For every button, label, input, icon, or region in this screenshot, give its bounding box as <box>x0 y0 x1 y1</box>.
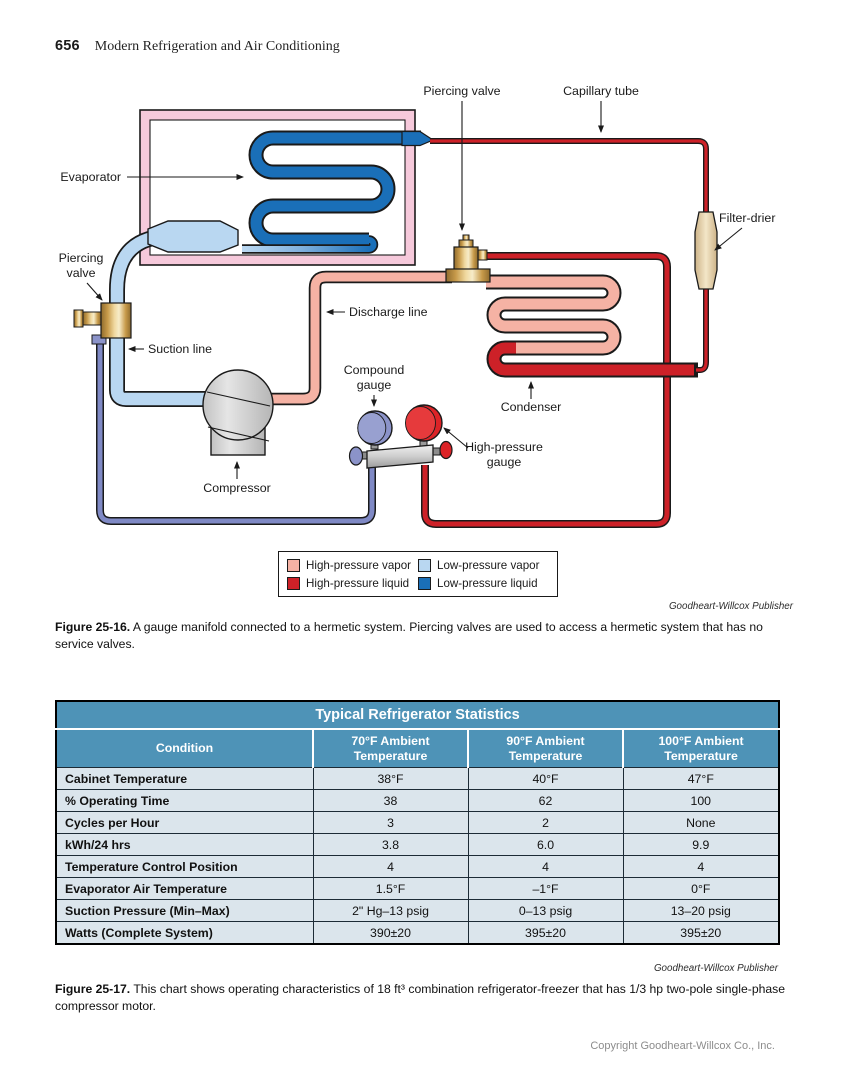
figure-25-16-credit: Goodheart-Willcox Publisher <box>668 601 793 612</box>
value-cell: 4 <box>623 856 779 878</box>
condition-cell: kWh/24 hrs <box>56 834 313 856</box>
figure-caption-text: This chart shows operating characteristics of 18 ft³ combination refrigerator-freezer that has 1/3 hp two-pole single-phase compressor motor. <box>55 982 786 1014</box>
manifold-knob-right <box>440 442 452 459</box>
accumulator <box>148 221 238 252</box>
value-cell: 40°F <box>468 768 623 790</box>
evaporator-outlet-taper <box>402 132 433 146</box>
table-title: Typical Refrigerator Statistics <box>56 701 779 729</box>
legend-label: Low-pressure vapor <box>437 558 540 572</box>
figure-25-17-credit: Goodheart-Willcox Publisher <box>653 963 778 974</box>
compressor-body <box>203 370 273 455</box>
column-header-condition: Condition <box>56 729 313 768</box>
condition-cell: Watts (Complete System) <box>56 922 313 945</box>
label-discharge-line: Discharge line <box>349 305 428 319</box>
label-capillary-tube: Capillary tube <box>563 84 639 98</box>
condition-cell: Evaporator Air Temperature <box>56 878 313 900</box>
legend-item <box>418 559 549 572</box>
filter-drier-pod <box>695 212 717 289</box>
table-header-row <box>56 729 779 768</box>
value-cell: 4 <box>468 856 623 878</box>
column-header-90f: 90°F Ambient Temperature <box>468 729 623 768</box>
figure-label: Figure 25-16. <box>55 620 131 634</box>
label-compound-gauge-1: Compound <box>343 363 405 377</box>
label-filter-drier: Filter-drier <box>719 211 776 225</box>
value-cell: 2 <box>468 812 623 834</box>
legend-label: High-pressure liquid <box>306 576 410 590</box>
condition-cell: Cycles per Hour <box>56 812 313 834</box>
value-cell: 3 <box>313 812 468 834</box>
value-cell: 47°F <box>623 768 779 790</box>
diagram-legend <box>278 551 558 597</box>
table-row <box>56 922 779 945</box>
label-piercing-valve-left-2: valve <box>66 266 96 280</box>
value-cell: 395±20 <box>468 922 623 945</box>
value-cell: 38 <box>313 790 468 812</box>
label-condenser: Condenser <box>500 400 562 414</box>
value-cell: 6.0 <box>468 834 623 856</box>
label-compressor: Compressor <box>203 481 271 495</box>
condition-cell: % Operating Time <box>56 790 313 812</box>
discharge-line-tube <box>258 277 452 399</box>
piercing-valve-left <box>74 303 131 344</box>
legend-swatch-lp-liquid <box>418 577 431 590</box>
value-cell: 13–20 psig <box>623 900 779 922</box>
value-cell: 62 <box>468 790 623 812</box>
value-cell: 1.5°F <box>313 878 468 900</box>
page-number: 656 <box>55 38 80 54</box>
high-pressure-hose <box>425 256 667 524</box>
legend-item <box>287 577 418 590</box>
legend-item <box>418 577 549 590</box>
column-header-100f: 100°F Ambient Temperature <box>623 729 779 768</box>
legend-swatch-hp-liquid <box>287 577 300 590</box>
value-cell: 0°F <box>623 878 779 900</box>
value-cell: 3.8 <box>313 834 468 856</box>
label-piercing-valve-top: Piercing valve <box>423 84 501 98</box>
legend-label: High-pressure vapor <box>306 558 412 572</box>
stats-table-body <box>56 768 779 945</box>
figure-label: Figure 25-17. <box>55 982 131 996</box>
value-cell: 100 <box>623 790 779 812</box>
refrigerator-statistics-table <box>55 700 780 945</box>
label-evaporator: Evaporator <box>60 170 121 184</box>
table-row <box>56 812 779 834</box>
manifold-knob-left <box>350 447 363 465</box>
condition-cell: Temperature Control Position <box>56 856 313 878</box>
legend-swatch-lp-vapor <box>418 559 431 572</box>
value-cell: 0–13 psig <box>468 900 623 922</box>
copyright-line: Copyright Goodheart-Willcox Co., Inc. <box>590 1040 775 1052</box>
table-row <box>56 790 779 812</box>
value-cell: None <box>623 812 779 834</box>
legend-item <box>287 559 418 572</box>
value-cell: 390±20 <box>313 922 468 945</box>
label-high-pressure-gauge-2: gauge <box>486 455 522 469</box>
legend-swatch-hp-vapor <box>287 559 300 572</box>
label-piercing-valve-left-1: Piercing <box>58 251 104 265</box>
piercing-valve-top <box>446 235 490 282</box>
running-title: Modern Refrigeration and Air Conditioning <box>94 39 340 54</box>
label-high-pressure-gauge-1: High-pressure <box>465 440 543 454</box>
condition-cell: Suction Pressure (Min–Max) <box>56 900 313 922</box>
condition-cell: Cabinet Temperature <box>56 768 313 790</box>
label-suction-line: Suction line <box>148 342 213 356</box>
figure-25-16-caption <box>55 619 797 654</box>
value-cell: 2" Hg–13 psig <box>313 900 468 922</box>
table-row <box>56 856 779 878</box>
value-cell: 395±20 <box>623 922 779 945</box>
figure-25-17-caption <box>55 981 797 1016</box>
figure-caption-text: A gauge manifold connected to a hermetic system. Piercing valves are used to access a hermetic system that has no service valves. <box>55 620 763 652</box>
table-row <box>56 768 779 790</box>
legend-label: Low-pressure liquid <box>437 576 538 590</box>
gauge-manifold <box>350 405 453 468</box>
value-cell: –1°F <box>468 878 623 900</box>
table-row <box>56 834 779 856</box>
column-header-70f: 70°F Ambient Temperature <box>313 729 468 768</box>
table-row <box>56 878 779 900</box>
label-compound-gauge-2: gauge <box>356 378 392 392</box>
value-cell: 4 <box>313 856 468 878</box>
value-cell: 9.9 <box>623 834 779 856</box>
table-row <box>56 900 779 922</box>
value-cell: 38°F <box>313 768 468 790</box>
